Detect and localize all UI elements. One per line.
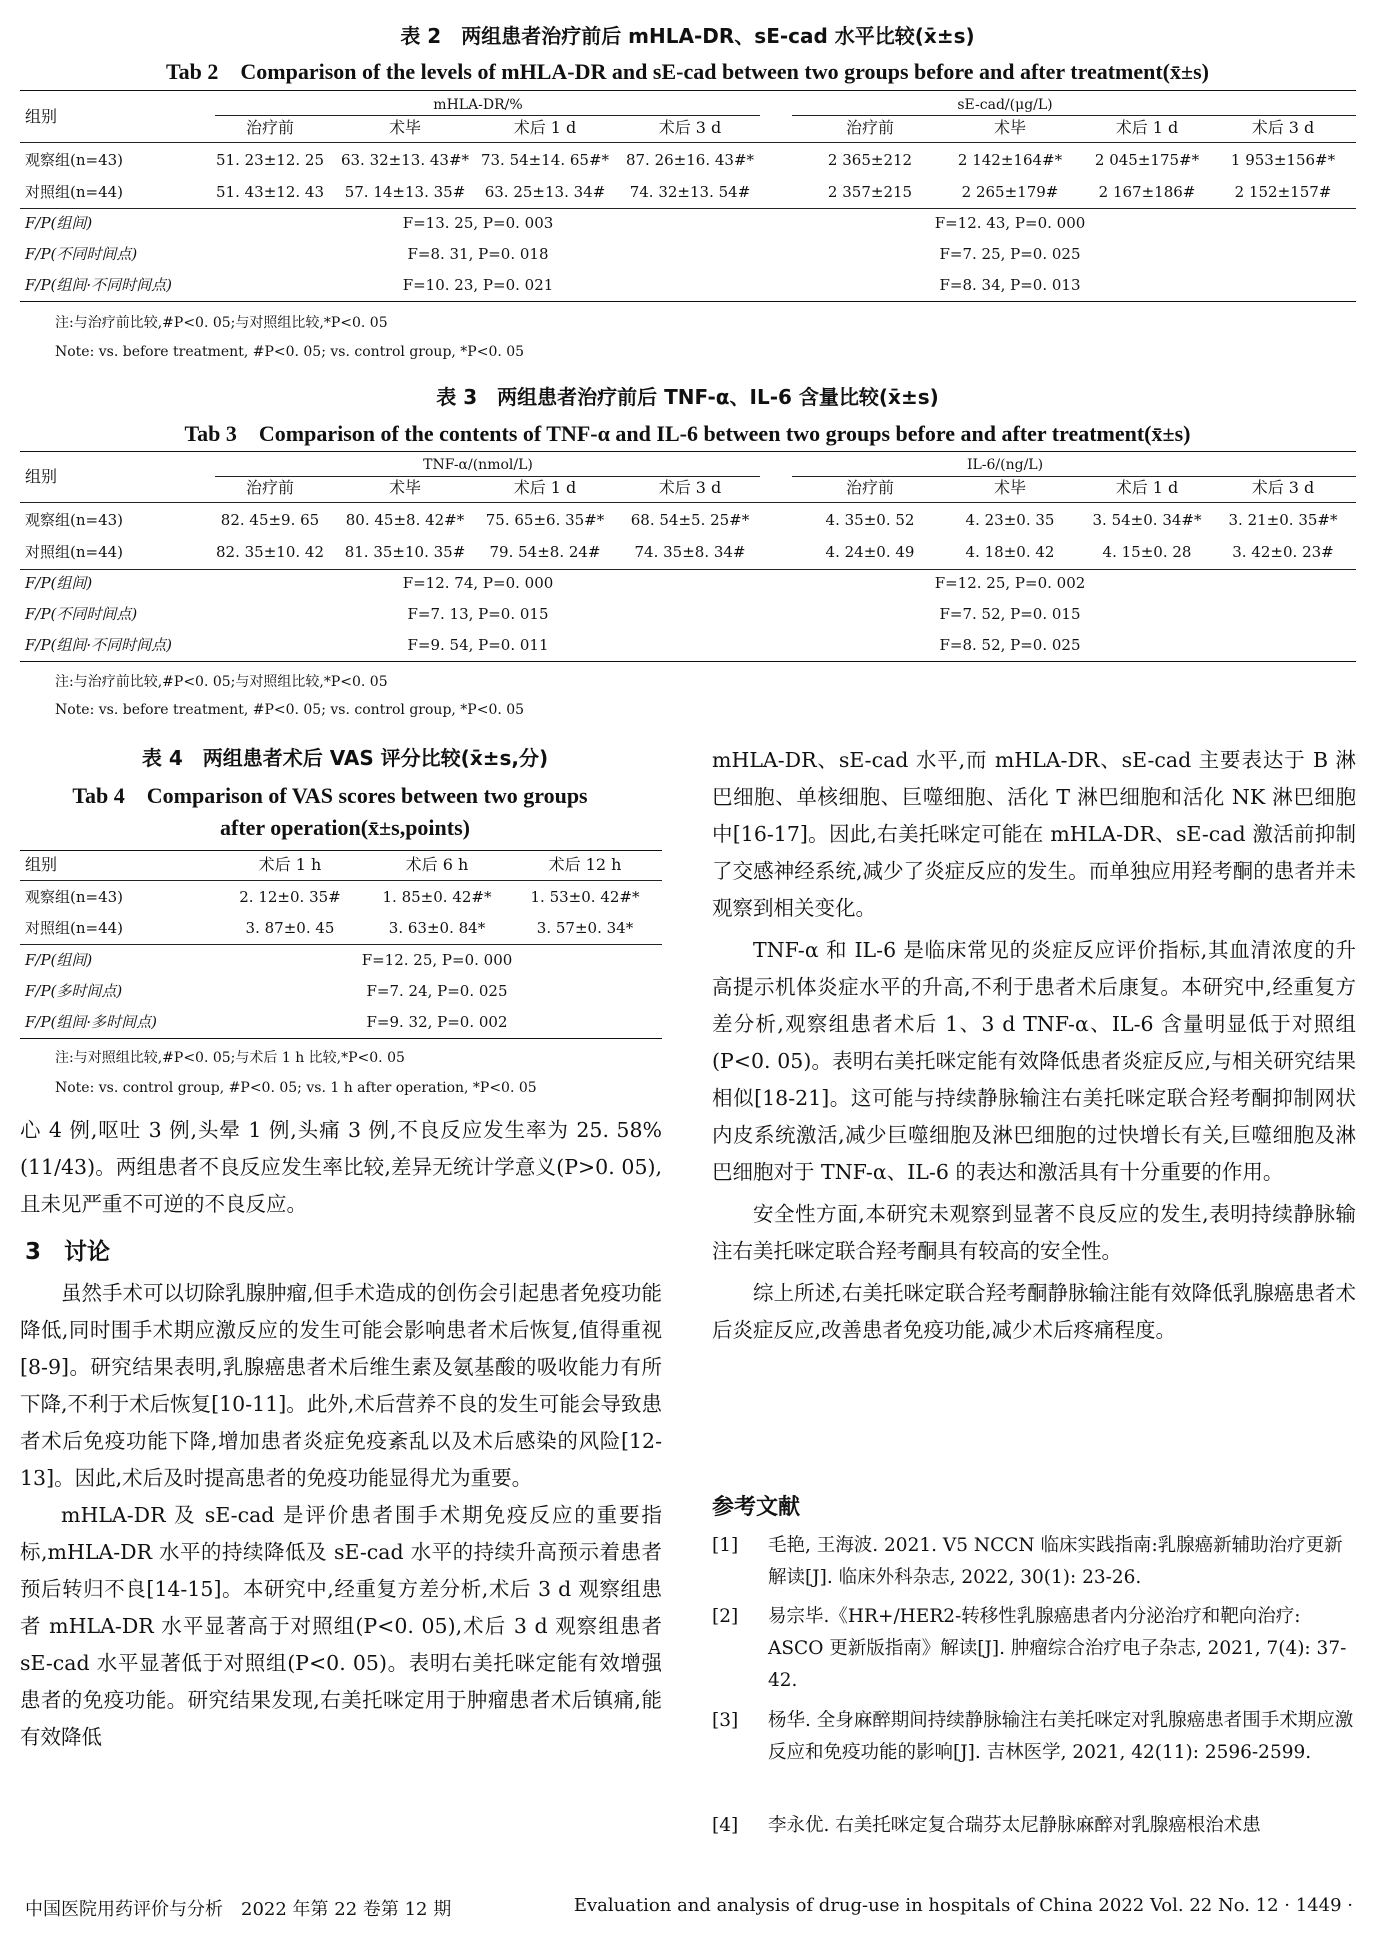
tab3-cell: 3. 42±0. 23#	[1232, 543, 1334, 561]
reference-number: [1]	[712, 1535, 739, 1556]
tab2-cell: 57. 14±13. 35#	[344, 183, 466, 201]
tab3-stat-left: F=12. 74, P=0. 000	[402, 574, 554, 592]
tab2-right-span-rule	[792, 115, 1356, 116]
tab3-stat-right: F=12. 25, P=0. 002	[934, 574, 1086, 592]
reference-number: [4]	[712, 1815, 739, 1836]
paragraph: 安全性方面,本研究未观察到显著不良反应的发生,表明持续静脉输注右美托咪定联合羟考酮具有较高的安全性。	[712, 1202, 1356, 1263]
section-heading-discussion: 3 讨论	[25, 1239, 111, 1265]
tab2-header-rule	[20, 142, 1356, 143]
tab3-cell: 75. 65±6. 35#*	[485, 511, 605, 529]
tab4-stat-value: F=7. 24, P=0. 025	[366, 982, 508, 1000]
tab3-group-header: 组别	[25, 467, 58, 486]
tab2-title-en: Tab 2 Comparison of the levels of mHLA-DR and sE-cad between two groups before and after treatment(x̄±s)	[166, 59, 1209, 84]
tab4-stat-label: F/P(组间)	[25, 951, 93, 969]
tab4-title-cn: 表 4 两组患者术后 VAS 评分比较(x̄±s,分)	[141, 746, 549, 770]
tab2-row-label: 观察组(n=43)	[25, 151, 124, 169]
reference-item	[712, 1530, 1356, 1594]
tab4-cell: 1. 85±0. 42#*	[382, 888, 492, 906]
tab3-cell: 82. 45±9. 65	[220, 511, 320, 529]
tab3-stat-label: F/P(组间)	[25, 574, 93, 592]
tab2-group-header: 组别	[25, 107, 58, 126]
reference-number: [2]	[712, 1606, 739, 1627]
tab3-cell: 4. 35±0. 52	[825, 511, 915, 529]
tab4-note-en: Note: vs. control group, #P<0. 05; vs. 1 h after operation, *P<0. 05	[55, 1080, 537, 1096]
tab2-cell: 2 365±212	[827, 151, 913, 169]
tab4-time-1: 术后 6 h	[405, 855, 469, 874]
paragraph: mHLA-DR、sE-cad 水平,而 mHLA-DR、sE-cad 主要表达于 B 淋巴细胞、单核细胞、巨噬细胞、活化 T 淋巴细胞和活化 NK 淋巴细胞中[16-17]。因此,右美托咪定可能在 mHLA-DR、sE-cad 激活前抑制了交感神经系统,减少了炎症反应的发生。而单独应用羟考酮的患者并未观察到相关变化。	[712, 748, 1356, 920]
tab4-row-label: 对照组(n=44)	[25, 919, 124, 937]
tab3-cell: 3. 54±0. 34#*	[1092, 511, 1202, 529]
tab3-cell: 82. 35±10. 42	[216, 543, 324, 561]
left-col-continuation	[20, 1112, 662, 1223]
tab3-cell: 68. 54±5. 25#*	[630, 511, 750, 529]
tab4-title-en-1: Tab 4 Comparison of VAS scores between two groups	[72, 783, 588, 808]
reference-text: 李永优. 右美托咪定复合瑞芬太尼静脉麻醉对乳腺癌根治术患	[768, 1815, 1261, 1836]
tab3-cell: 81. 35±10. 35#	[344, 543, 466, 561]
tab4-top-rule	[20, 850, 662, 851]
tab3-cell: 4. 23±0. 35	[965, 511, 1055, 529]
tab3-cell: 4. 18±0. 42	[965, 543, 1055, 561]
paragraph: TNF-α 和 IL-6 是临床常见的炎症反应评价指标,其血清浓度的升高提示机体炎症水平的升高,不利于患者术后康复。本研究中,经重复方差分析,观察组患者术后 1、3 d TNF-α、IL-6 含量明显低于对照组(P<0. 05)。表明右美托咪定能有效降低患者炎症反应,与相关研究结果相似[18-21]。这可能与持续静脉输注右美托咪定联合羟考酮抑制网状内皮系统激活,减少巨噬细胞及淋巴细胞的过快增长有关,巨噬细胞及淋巴细胞对于 TNF-α、IL-6 的表达和激活具有十分重要的作用。	[712, 938, 1356, 1184]
tab3-stat-label: F/P(不同时间点)	[25, 605, 138, 623]
tab3-left-header: TNF-α/(nmol/L)	[423, 457, 533, 473]
tab3-row-label: 对照组(n=44)	[25, 543, 124, 561]
tab3-cell: 80. 45±8. 42#*	[345, 511, 465, 529]
tab3-time-7: 术后 3 d	[1251, 478, 1315, 497]
tab3-left-span-rule	[215, 476, 760, 477]
tab2-stat-right: F=8. 34, P=0. 013	[939, 276, 1081, 294]
paragraph: 心 4 例,呕吐 3 例,头晕 1 例,头痛 3 例,不良反应发生率为 25. 58%(11/43)。两组患者不良反应发生率比较,差异无统计学意义(P>0. 05),且未见严重不可逆的不良反应。	[20, 1118, 662, 1216]
reference-number: [3]	[712, 1710, 739, 1731]
tab4-row-label: 观察组(n=43)	[25, 888, 124, 906]
tab4-data-rule	[20, 944, 662, 945]
tab4-cell: 3. 57±0. 34*	[536, 919, 634, 937]
tab3-bottom-rule	[20, 661, 1356, 662]
tab2-data-rule	[20, 208, 1356, 209]
tab2-cell: 51. 43±12. 43	[216, 183, 324, 201]
tab4-header-rule	[20, 880, 662, 881]
tab3-time-5: 术毕	[993, 478, 1027, 497]
tab2-stat-left: F=13. 25, P=0. 003	[402, 214, 554, 232]
tab3-time-4: 治疗前	[845, 478, 895, 497]
footer-journal-cn: 中国医院用药评价与分析 2022 年第 22 卷第 12 期	[25, 1899, 452, 1920]
paragraph: mHLA-DR 及 sE-cad 是评价患者围手术期免疫反应的重要指标,mHLA-DR 水平的持续降低及 sE-cad 水平的持续升高预示着患者预后转归不良[14-15]。本研究中,经重复方差分析,术后 3 d 观察组患者 mHLA-DR 水平显著高于对照组(P<0. 05),术后 3 d 观察组患者 sE-cad 水平显著低于对照组(P<0. 05)。表明右美托咪定能有效增强患者的免疫功能。研究结果发现,右美托咪定用于肿瘤患者术后镇痛,能有效降低	[20, 1503, 662, 1749]
tab4-cell: 3. 63±0. 84*	[388, 919, 486, 937]
tab2-cell: 2 045±175#*	[1094, 151, 1200, 169]
tab3-stat-left: F=7. 13, P=0. 015	[407, 605, 549, 623]
tab2-stat-left: F=8. 31, P=0. 018	[407, 245, 549, 263]
tab4-group-header: 组别	[25, 855, 58, 874]
tab2-stat-label: F/P(组间)	[25, 214, 93, 232]
tab3-note-en: Note: vs. before treatment, #P<0. 05; vs. control group, *P<0. 05	[55, 702, 525, 718]
tab3-header-rule	[20, 502, 1356, 503]
tab4-cell: 2. 12±0. 35#	[239, 888, 341, 906]
footer-journal-en: Evaluation and analysis of drug-use in hospitals of China 2022 Vol. 22 No. 12 · 1449 ·	[573, 1895, 1353, 1916]
right-col-body	[712, 742, 1356, 1349]
tab4-stat-value: F=9. 32, P=0. 002	[366, 1013, 508, 1031]
reference-item	[712, 1705, 1356, 1769]
reference-text: 易宗毕.《HR+/HER2-转移性乳腺癌患者内分泌治疗和靶向治疗: ASCO 更新版指南》解读[J]. 肿瘤综合治疗电子杂志, 2021, 7(4): 37-42.	[768, 1606, 1347, 1691]
tab2-title-cn: 表 2 两组患者治疗前后 mHLA-DR、sE-cad 水平比较(x̄±s)	[400, 24, 975, 48]
tab2-time-6: 术后 1 d	[1115, 118, 1179, 137]
tab4-note-cn: 注:与对照组比较,#P<0. 05;与术后 1 h 比较,*P<0. 05	[55, 1050, 405, 1066]
tab2-time-5: 术毕	[993, 118, 1027, 137]
tab2-left-header: mHLA-DR/%	[433, 97, 523, 113]
tab2-time-1: 术毕	[388, 118, 422, 137]
tab3-title-cn: 表 3 两组患者治疗前后 TNF-α、IL-6 含量比较(x̄±s)	[436, 385, 939, 409]
tab2-cell: 2 167±186#	[1098, 183, 1196, 201]
tab3-note-cn: 注:与治疗前比较,#P<0. 05;与对照组比较,*P<0. 05	[55, 674, 388, 690]
tab2-cell: 51. 23±12. 25	[216, 151, 324, 169]
tab2-cell: 63. 32±13. 43#*	[340, 151, 470, 169]
tab2-right-header: sE-cad/(μg/L)	[957, 97, 1053, 113]
tab3-cell: 79. 54±8. 24#	[489, 543, 601, 561]
tab4-stat-label: F/P(组间·多时间点)	[25, 1013, 158, 1031]
tab4-time-2: 术后 12 h	[548, 855, 622, 874]
tab3-stat-right: F=8. 52, P=0. 025	[939, 636, 1081, 654]
reference-text: 毛艳, 王海波. 2021. V5 NCCN 临床实践指南:乳腺癌新辅助治疗更新解读[J]. 临床外科杂志, 2022, 30(1): 23-26.	[768, 1535, 1343, 1588]
tab2-stat-label: F/P(不同时间点)	[25, 245, 138, 263]
tab3-stat-label: F/P(组间·不同时间点)	[25, 636, 173, 654]
tab2-stat-label: F/P(组间·不同时间点)	[25, 276, 173, 294]
tab4-cell: 3. 87±0. 45	[245, 919, 335, 937]
reference-text: 杨华. 全身麻醉期间持续静脉输注右美托咪定对乳腺癌患者围手术期应激反应和免疫功能的影响[J]. 吉林医学, 2021, 42(11): 2596-2599.	[768, 1710, 1354, 1763]
tab2-cell: 87. 26±16. 43#*	[625, 151, 755, 169]
tab3-time-0: 治疗前	[245, 478, 295, 497]
tab2-left-span-rule	[215, 115, 760, 116]
tab3-cell: 3. 21±0. 35#*	[1228, 511, 1338, 529]
tab3-time-3: 术后 3 d	[658, 478, 722, 497]
tab2-note-cn: 注:与治疗前比较,#P<0. 05;与对照组比较,*P<0. 05	[55, 315, 388, 331]
tab3-data-rule	[20, 569, 1356, 570]
tab3-row-label: 观察组(n=43)	[25, 511, 124, 529]
tab4-time-0: 术后 1 h	[258, 855, 322, 874]
tab4-stat-value: F=12. 25, P=0. 000	[361, 951, 513, 969]
tab2-cell: 2 265±179#	[961, 183, 1059, 201]
tab2-stat-right: F=12. 43, P=0. 000	[934, 214, 1086, 232]
tab2-cell: 1 953±156#*	[1230, 151, 1336, 169]
tab3-cell: 74. 35±8. 34#	[634, 543, 746, 561]
tab3-stat-right: F=7. 52, P=0. 015	[939, 605, 1081, 623]
tab4-cell: 1. 53±0. 42#*	[530, 888, 640, 906]
tab3-cell: 4. 24±0. 49	[825, 543, 915, 561]
tab2-cell: 63. 25±13. 34#	[484, 183, 606, 201]
tab2-cell: 73. 54±14. 65#*	[480, 151, 610, 169]
tab3-time-1: 术毕	[388, 478, 422, 497]
tab3-cell: 4. 15±0. 28	[1102, 543, 1192, 561]
tab2-stat-left: F=10. 23, P=0. 021	[402, 276, 554, 294]
reference-item	[712, 1601, 1356, 1697]
tab3-time-2: 术后 1 d	[513, 478, 577, 497]
tab3-stat-left: F=9. 54, P=0. 011	[407, 636, 549, 654]
reference-item	[712, 1810, 1356, 1842]
paragraph: 综上所述,右美托咪定联合羟考酮静脉输注能有效降低乳腺癌患者术后炎症反应,改善患者免疫功能,减少术后疼痛程度。	[712, 1281, 1356, 1342]
tab2-time-3: 术后 3 d	[658, 118, 722, 137]
tab3-right-span-rule	[792, 476, 1356, 477]
tab4-title-en-2: after operation(x̄±s,points)	[220, 815, 470, 840]
paragraph: 虽然手术可以切除乳腺肿瘤,但手术造成的创伤会引起患者免疫功能降低,同时围手术期应激反应的发生可能会影响患者术后恢复,值得重视[8-9]。研究结果表明,乳腺癌患者术后维生素及氨基酸的吸收能力有所下降,不利于术后恢复[10-11]。此外,术后营养不良的发生可能会导致患者术后免疫功能下降,增加患者炎症免疫紊乱以及术后感染的风险[12-13]。因此,术后及时提高患者的免疫功能显得尤为重要。	[20, 1281, 663, 1490]
tab2-time-4: 治疗前	[845, 118, 895, 137]
tab2-bottom-rule	[20, 301, 1356, 302]
tab2-cell: 74. 32±13. 54#	[629, 183, 751, 201]
tab2-note-en: Note: vs. before treatment, #P<0. 05; vs. control group, *P<0. 05	[55, 344, 525, 360]
tab2-time-2: 术后 1 d	[513, 118, 577, 137]
tab3-title-en: Tab 3 Comparison of the contents of TNF-α and IL-6 between two groups before and after treatment(x̄±s)	[184, 421, 1191, 446]
tab2-cell: 2 152±157#	[1234, 183, 1332, 201]
tab3-top-rule	[20, 451, 1356, 452]
tab2-cell: 2 142±164#*	[957, 151, 1063, 169]
tab3-right-header: IL-6/(ng/L)	[966, 457, 1044, 473]
tab4-stat-label: F/P(多时间点)	[25, 982, 123, 1000]
tab2-time-7: 术后 3 d	[1251, 118, 1315, 137]
tab2-stat-right: F=7. 25, P=0. 025	[939, 245, 1081, 263]
tab4-bottom-rule	[20, 1038, 662, 1039]
tab2-row-label: 对照组(n=44)	[25, 183, 124, 201]
references-heading: 参考文献	[712, 1495, 801, 1520]
tab2-time-0: 治疗前	[245, 118, 295, 137]
tab2-cell: 2 357±215	[827, 183, 913, 201]
tab3-time-6: 术后 1 d	[1115, 478, 1179, 497]
tab2-top-rule	[20, 90, 1356, 91]
left-col-discussion	[20, 1275, 662, 1756]
